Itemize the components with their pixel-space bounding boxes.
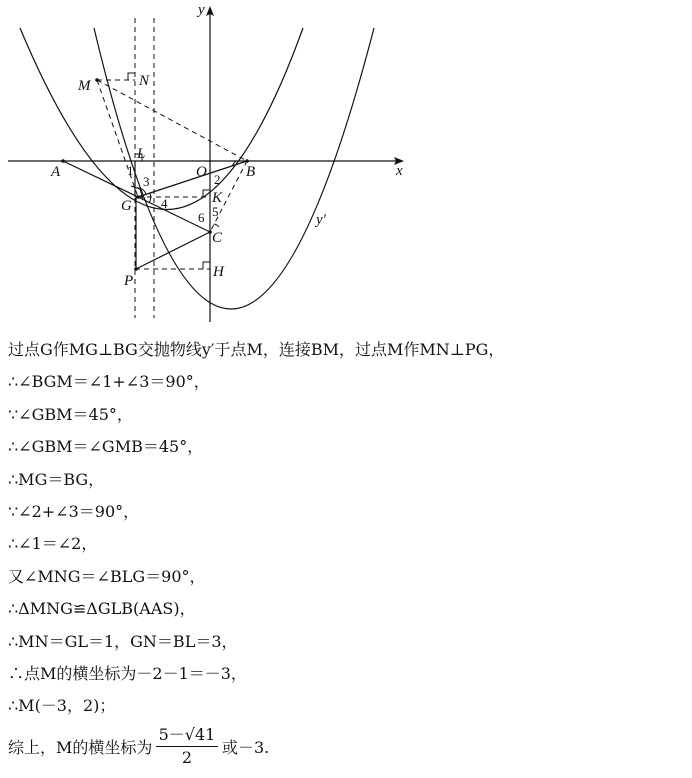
solution-line: ∴∠BGM＝∠1+∠3＝90°， — [8, 372, 210, 392]
solution-text — [8, 334, 688, 771]
label-angle-6: 6 — [198, 210, 205, 225]
parabola-y — [20, 28, 303, 210]
point-B — [245, 159, 249, 163]
fraction-bar — [156, 746, 218, 747]
point-G — [136, 195, 140, 199]
segment-PC — [136, 232, 210, 269]
label-x-axis: x — [396, 163, 403, 179]
point-M — [95, 78, 99, 82]
solution-line: ∵∠2+∠3＝90°， — [8, 501, 140, 521]
solution-line: ∵∠GBM＝45°， — [8, 404, 133, 424]
solution-line: ∴MN＝GL＝1，GN＝BL＝3， — [8, 631, 238, 651]
label-A: A — [51, 164, 61, 180]
label-G: G — [121, 198, 132, 214]
label-O: O — [196, 164, 207, 180]
label-angle-1: 1 — [127, 163, 134, 178]
label-M: M — [78, 78, 91, 94]
label-y-prime: y′ — [316, 212, 326, 228]
solution-line: ∴MG＝BG， — [8, 469, 105, 489]
fraction-numerator: 5－√41 — [158, 724, 216, 744]
solution-line: 又∠MNG＝∠BLG＝90°， — [8, 566, 206, 586]
solution-line: ∴M(－3，2)； — [8, 696, 116, 716]
label-angle-2: 2 — [214, 172, 221, 187]
conclusion-suffix: 或－3. — [222, 737, 270, 757]
label-B: B — [246, 164, 256, 180]
label-H: H — [213, 264, 224, 280]
label-K: K — [212, 190, 223, 206]
label-C: C — [212, 230, 223, 246]
angle-arc-5 — [214, 224, 219, 227]
fraction-denominator: 2 — [181, 747, 193, 767]
label-y-axis: y — [198, 2, 205, 18]
label-N: N — [139, 73, 150, 89]
angle-arc-4 — [149, 193, 151, 203]
solution-line: 过点G作MG⊥BG交抛物线y′于点M，连接BM，过点M作MN⊥PG， — [8, 340, 505, 359]
label-L: L — [137, 146, 146, 162]
point-P — [134, 267, 138, 271]
point-A — [61, 159, 65, 163]
label-P: P — [124, 273, 134, 289]
solution-line: ∴∠GBM＝∠GMB＝45°， — [8, 437, 204, 457]
dashed-MB — [97, 80, 247, 161]
geometry-figure — [0, 0, 420, 330]
label-angle-3: 3 — [143, 174, 150, 189]
fraction — [156, 725, 218, 768]
solution-line: ∴点M的横坐标为－2－1＝－3， — [8, 663, 247, 683]
label-angle-4: 4 — [161, 196, 168, 211]
conclusion-line — [8, 723, 688, 771]
dashed-MG — [97, 80, 138, 197]
solution-line: ∴∠1＝∠2， — [8, 534, 98, 554]
conclusion-prefix: 综上，M的横坐标为 — [8, 737, 153, 757]
solution-line: ∴ΔMNG≌ΔGLB(AAS)， — [8, 599, 196, 619]
label-angle-5: 5 — [212, 204, 219, 219]
right-angle-H — [203, 262, 210, 269]
right-angle-N — [128, 73, 135, 80]
